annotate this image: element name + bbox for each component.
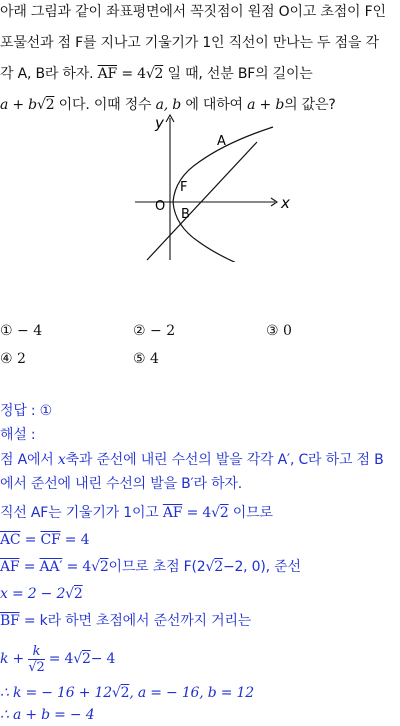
sqrt-expression: √2 [111, 685, 130, 701]
solution-text: = k라 하면 초점에서 준선까지 거리는 [23, 613, 252, 629]
math-text: = [23, 559, 36, 575]
choice-5[interactable] [133, 349, 159, 369]
math-text: a + b [247, 97, 285, 113]
math-text: = 4 [186, 505, 212, 521]
solution-heading [0, 425, 35, 445]
segment-ac: $\overline{AC}$ [0, 532, 21, 548]
solution-heading-text: 해설 : [0, 427, 36, 443]
problem-text: 에 대하여 [185, 97, 243, 113]
math-text: a + b [0, 97, 37, 113]
choice-number: ⑤ [133, 351, 146, 367]
choice-number: ② [133, 323, 146, 339]
solution-line-2 [0, 474, 242, 494]
sqrt-expression: √2 [211, 505, 229, 521]
segment-cf: $\overline{CF}$ [40, 532, 61, 548]
problem-line-1 [0, 2, 386, 22]
choice-4[interactable] [0, 349, 26, 369]
math-text: k + [0, 651, 25, 667]
segment-bf: $\overline{BF}$ [0, 613, 20, 629]
point-f-label: F [180, 180, 188, 195]
segment-aa-prime: AA′ [39, 559, 63, 575]
origin-label: O [155, 199, 166, 214]
sqrt-expression: √2 [145, 66, 164, 82]
solution-line-6 [0, 584, 83, 604]
sqrt-radicand: 2 [214, 559, 223, 575]
math-text: , a = − 16, b = 12 [129, 685, 254, 701]
parabola-figure [135, 112, 295, 262]
math-text: ∴ a + b = − 4 [0, 707, 95, 723]
sqrt-radicand: 2 [45, 97, 55, 113]
sqrt-radicand: 2 [120, 685, 130, 701]
fraction-numerator: k [28, 644, 44, 660]
segment-af: $\overline{AF}$ [97, 66, 118, 82]
choice-value: 0 [283, 323, 292, 339]
fraction-denominator: √2 [28, 659, 45, 675]
math-text: − 4 [90, 651, 116, 667]
point-a-label: A [217, 134, 226, 149]
math-text: = 4 [64, 532, 90, 548]
sqrt-radicand: 2 [82, 651, 91, 667]
problem-text: 이다. 이때 정수 [58, 97, 152, 113]
sqrt-radicand: 2 [99, 559, 109, 575]
math-text: = 4 [121, 66, 146, 82]
math-text: x [57, 452, 66, 468]
math-text: = [24, 532, 37, 548]
point-b-label: B [181, 207, 190, 222]
choice-value: − 2 [150, 323, 176, 339]
math-text: x = 2 − 2 [0, 586, 66, 602]
math-text: a, b [155, 97, 182, 113]
answer-line [0, 401, 52, 421]
solution-text: 이므로 [232, 505, 273, 521]
problem-text: 일 때, 선분 BF의 길이는 [167, 66, 313, 82]
solution-text: 축과 준선에 내린 수선의 발을 각각 A′, C라 하고 점 B [65, 452, 384, 468]
choice-number: ① [0, 323, 13, 339]
segment-af: $\overline{AF}$ [162, 505, 183, 521]
problem-line-2 [0, 33, 379, 53]
math-text: ∴ k = − 16 + 12 [0, 685, 112, 701]
sqrt-expression: √2 [205, 559, 223, 575]
solution-text: 점 A에서 [0, 452, 54, 468]
sqrt-radicand: 2 [73, 586, 83, 602]
choice-number: ④ [0, 351, 13, 367]
math-text: = 4 [48, 651, 74, 667]
sqrt-expression: √2 [73, 651, 91, 667]
segment-af: $\overline{AF}$ [0, 559, 20, 575]
answer-text: 정답 : ① [0, 403, 53, 419]
choice-value: 4 [150, 351, 159, 367]
problem-line-3 [0, 64, 313, 84]
sqrt-expression: √2 [91, 559, 109, 575]
sqrt-expression: √2 [65, 586, 83, 602]
sqrt-radicand: 2 [154, 66, 164, 82]
solution-line-1 [0, 450, 384, 470]
sqrt-radicand: 2 [36, 659, 45, 675]
sqrt-radicand: 2 [219, 505, 229, 521]
solution-text: 에서 준선에 내린 수선의 발을 B′라 하자. [0, 476, 242, 492]
solution-line-8 [0, 640, 115, 678]
problem-text: 아래 그림과 같이 좌표평면에서 꼭짓점이 원점 O이고 초점이 F인 [0, 4, 386, 20]
solution-line-10 [0, 705, 94, 725]
problem-text: 포물선과 점 F를 지나고 기울기가 1인 직선이 만나는 두 점을 각 [0, 35, 379, 51]
solution-line-7 [0, 611, 251, 631]
choice-2[interactable] [133, 321, 175, 341]
sqrt-expression: √2 [36, 97, 55, 113]
solution-line-4 [0, 530, 89, 550]
choice-value: 2 [17, 351, 26, 367]
solution-line-9 [0, 683, 254, 703]
choice-1[interactable] [0, 321, 42, 341]
choice-number: ③ [266, 323, 279, 339]
fraction [28, 644, 44, 675]
choice-3[interactable] [266, 321, 292, 341]
solution-text: 이므로 초점 F(2 [108, 559, 206, 575]
solution-text: 직선 AF는 기울기가 1이고 [0, 505, 159, 521]
math-text: = 4 [66, 559, 92, 575]
y-axis-label: y [155, 114, 164, 132]
problem-text: 각 A, B라 하자. [0, 66, 94, 82]
solution-text: −2, 0), 준선 [222, 559, 301, 575]
choice-value: − 4 [17, 323, 43, 339]
solution-line-5 [0, 557, 301, 577]
solution-line-3 [0, 503, 273, 523]
problem-text: 의 값은? [284, 97, 336, 113]
x-axis-label: x [281, 194, 290, 212]
